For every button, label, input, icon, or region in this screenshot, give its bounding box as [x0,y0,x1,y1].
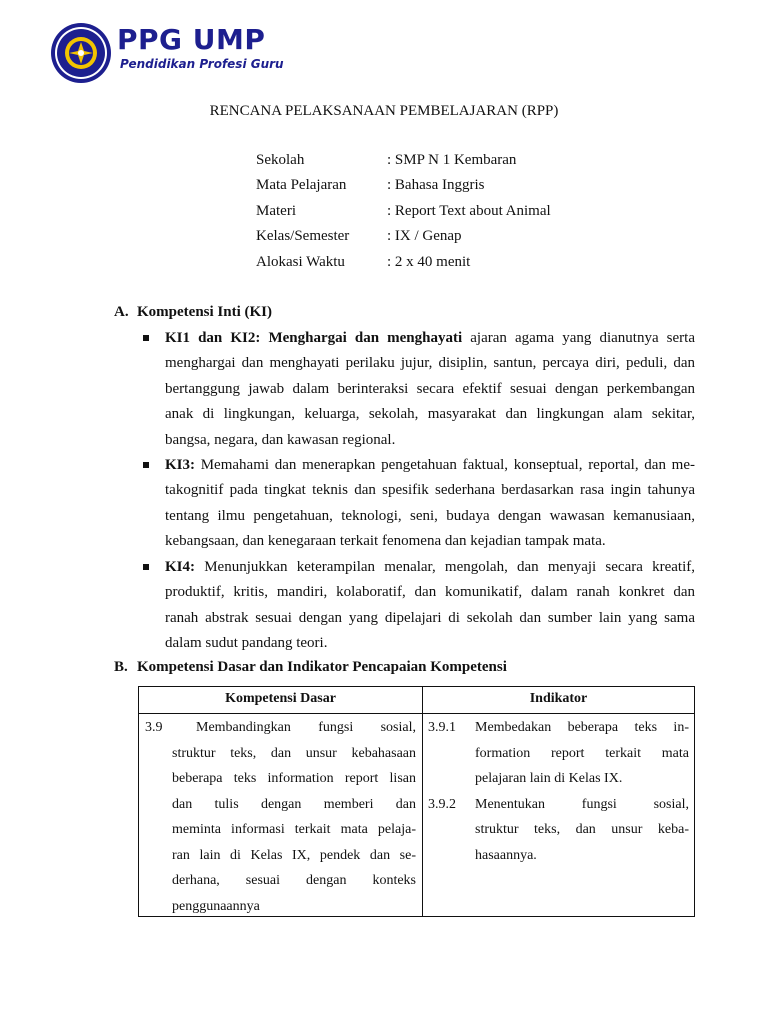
document-title: RENCANA PELAKSANAAN PEMBELAJARAN (RPP) [209,103,559,119]
identity-value-kelas: : IX / Genap [387,228,462,244]
kd-indicator-table [138,686,695,917]
ki12-line-1 [165,326,695,351]
kd-line-1: Membandingkan fungsi sosial, [196,720,416,735]
ki3-paragraph [165,453,695,555]
brand-name: PPG UMP [117,23,266,56]
ki4-paragraph [165,555,695,657]
ki3-line-3: tentang ilmu pengetahuan, teknologi, seni, budaya dengan wawasan kemanusiaan, [165,507,695,524]
ki4-text-1: Menunjukkan keterampilan menalar, mengolah, dan menyaji secara kreatif, [195,559,695,575]
ki3-label: KI3: [165,457,195,473]
ki3-line-4: kebangsaan, dan kenegaraan terkait fenomena dan kejadian tampak mata. [165,533,606,550]
section-b-letter: B. [114,659,128,675]
kd-line-4: dan tulis dengan memberi dan [172,796,416,812]
ki12-line-4: anak di lingkungan, keluarga, sekolah, masyarakat dan lingkungan alam sekitar, [165,406,695,423]
indicator-2-line-1: Menentukan fungsi sosial, [475,796,689,812]
ki12-text-1: ajaran agama yang dianutnya serta [462,330,695,346]
indicator-1-number-text: 3.9.1 [428,720,456,735]
indicator-2-line-3: hasaannya. [475,847,537,863]
indicator-1-text [475,715,689,792]
ki4-line-2: produktif, kritis, mandiri, kolaboratif, dan komunikatif, dalam ranah konkret dan [165,584,695,601]
kd-line-3: beberapa teks information report lisan [172,771,416,786]
indicator-2-text [475,792,689,869]
table-header-indikator: Indikator [423,687,694,714]
indicator-1-line-1: Membedakan beberapa teks in- [475,720,689,735]
identity-label-alokasi: Alokasi Waktu [256,254,345,270]
section-b-heading: Kompetensi Dasar dan Indikator Pencapaian Kompetensi [137,659,507,675]
identity-value-sekolah: : SMP N 1 Kembaran [387,152,517,168]
ki4-line-3: ranah abstrak sesuai dengan yang dipelajari di sekolah dan sumber lain yang sama [165,609,695,626]
university-seal-icon [50,22,112,84]
kd-text [172,741,416,920]
ki4-line-4: dalam sudut pandang teori. [165,635,328,652]
indicator-2-number-text: 3.9.2 [428,796,456,812]
kd-line-7: derhana, sesuai dengan konteks [172,873,416,888]
kd-line-first-wrap [172,715,416,741]
indicator-2-number [428,792,473,818]
identity-label-materi: Materi [256,203,296,219]
ppg-ump-logo [50,22,290,84]
identity-label-kelas: Kelas/Semester [256,228,350,244]
indicator-1-line-2: formation report terkait mata [475,745,689,761]
ki3-line-2: takognitif pada tingkat teknis dan spesifik sederhana berdasarkan rasa ingin tahunya [165,482,695,499]
identity-value-mapel: : Bahasa Inggris [387,177,485,193]
bullet-ki4 [143,564,151,572]
ki4-label: KI4: [165,559,195,575]
kd-line-8: penggunaannya [172,898,260,914]
ki12-line-3: bertanggung jawab dalam berinteraksi secara efektif sesuai dengan perkembangan [165,380,695,397]
brand-subtitle: Pendidikan Profesi Guru [120,57,284,71]
identity-value-materi: : Report Text about Animal [387,203,551,219]
identity-label-mapel: Mata Pelajaran [256,177,347,193]
kd-line-5: meminta informasi terkait mata pelaja- [172,822,416,837]
bullet-ki3 [143,462,151,470]
ki3-line-1 [165,453,695,478]
ki12-line-2: menghargai dan menghayati perilaku jujur, disiplin, santun, percaya diri, peduli, dan [165,355,695,372]
ki4-line-1 [165,555,695,580]
table-header-kd: Kompetensi Dasar [139,687,422,714]
section-a-heading: Kompetensi Inti (KI) [137,304,272,320]
kd-line-2: struktur teks, dan unsur kebahasaan [172,745,416,761]
kd-line-6: ran lain di Kelas IX, pendek dan se- [172,847,416,863]
kd-number-text: 3.9 [145,720,163,735]
ki12-line-5: bangsa, negara, dan kawasan regional. [165,431,396,448]
indicator-1-line-3: pelajaran lain di Kelas IX. [475,771,623,786]
section-a-letter: A. [114,304,129,320]
bullet-ki12 [143,335,151,343]
indicator-2-line-2: struktur teks, dan unsur keba- [475,822,689,837]
table-column-divider [422,687,423,916]
ki12-label: KI1 dan KI2: Menghargai dan menghayati [165,330,463,346]
ki12-paragraph [165,326,695,453]
identity-value-alokasi: : 2 x 40 menit [387,254,471,270]
indicator-1-number [428,715,473,741]
identity-label-sekolah: Sekolah [256,152,305,168]
ki3-text-1: Memahami dan menerapkan pengetahuan faktual, konseptual, reportal, dan me- [195,457,695,473]
